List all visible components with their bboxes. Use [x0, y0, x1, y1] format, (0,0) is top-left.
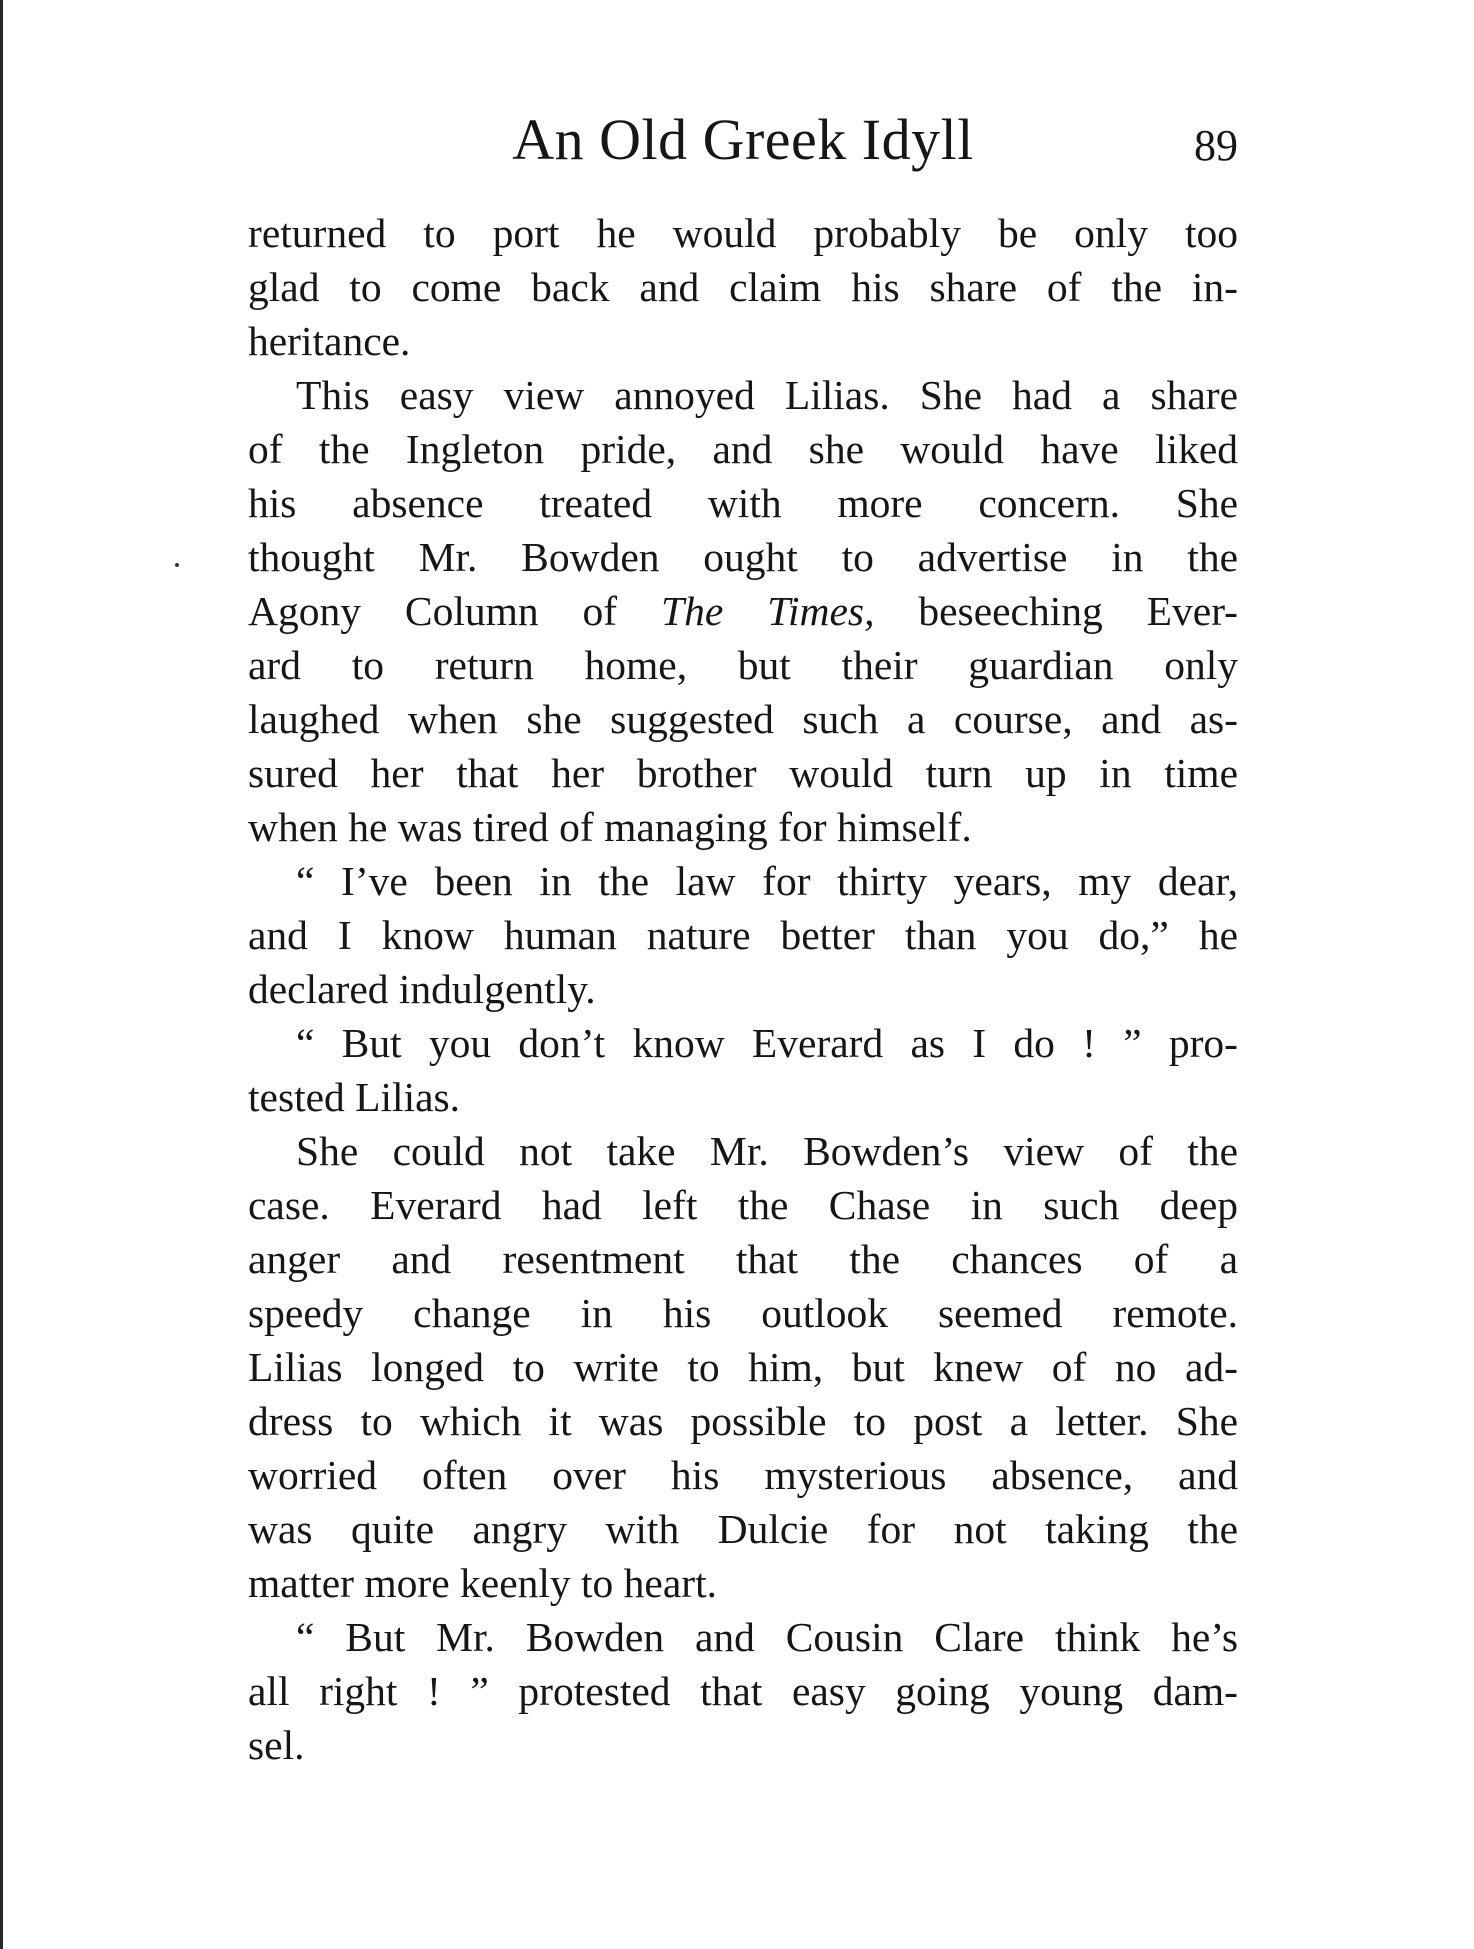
text-line: anger and resentment that the chances of a: [248, 1236, 1238, 1282]
text-line: sured her that her brother would turn up in time: [248, 750, 1238, 796]
text-line: all right ! ” protested that easy going young dam-: [248, 1668, 1238, 1714]
text-line: worried often over his mysterious absence, and: [248, 1452, 1238, 1498]
text-line: laughed when she suggested such a course, and as-: [248, 696, 1238, 742]
page-header: [248, 100, 1238, 180]
text-segment: beseeching Ever-: [918, 588, 1238, 634]
text-line: speedy change in his outlook seemed remote.: [248, 1290, 1238, 1336]
text-line: “ I’ve been in the law for thirty years, my dear,: [296, 858, 1238, 904]
text-line: his absence treated with more concern. She: [248, 480, 1238, 526]
text-line: “ But you don’t know Everard as I do ! ” pro-: [296, 1020, 1238, 1066]
text-line: heritance.: [248, 318, 411, 364]
text-line: This easy view annoyed Lilias. She had a share: [296, 372, 1238, 418]
italic-title: The Times,: [661, 588, 875, 634]
text-line: matter more keenly to heart.: [248, 1560, 717, 1606]
page-edge-line: [0, 0, 3, 1949]
text-line: sel.: [248, 1722, 305, 1768]
running-title: An Old Greek Idyll: [512, 107, 974, 172]
text-line: She could not take Mr. Bowden’s view of the: [296, 1128, 1238, 1174]
text-line: of the Ingleton pride, and she would have liked: [248, 426, 1238, 472]
text-line: dress to which it was possible to post a letter. She: [248, 1398, 1238, 1444]
text-line: ard to return home, but their guardian only: [248, 642, 1238, 688]
page-number: 89: [1194, 121, 1238, 170]
text-line: returned to port he would probably be only too: [248, 210, 1238, 256]
text-line: Lilias longed to write to him, but knew of no ad-: [248, 1344, 1238, 1390]
text-line: “ But Mr. Bowden and Cousin Clare think he’s: [296, 1614, 1238, 1660]
margin-mark: [175, 563, 179, 567]
text-segment: Agony Column of: [248, 588, 618, 634]
text-line: was quite angry with Dulcie for not taking the: [248, 1506, 1238, 1552]
body-text: [248, 206, 1238, 1772]
text-line: [248, 584, 1238, 638]
text-line: and I know human nature better than you do,” he: [248, 912, 1238, 958]
text-line: when he was tired of managing for himself.: [248, 804, 972, 850]
text-line: case. Everard had left the Chase in such deep: [248, 1182, 1238, 1228]
text-line: thought Mr. Bowden ought to advertise in the: [248, 534, 1238, 580]
text-line: declared indulgently.: [248, 966, 596, 1012]
text-line: glad to come back and claim his share of the in-: [248, 264, 1238, 310]
text-line: tested Lilias.: [248, 1074, 461, 1120]
